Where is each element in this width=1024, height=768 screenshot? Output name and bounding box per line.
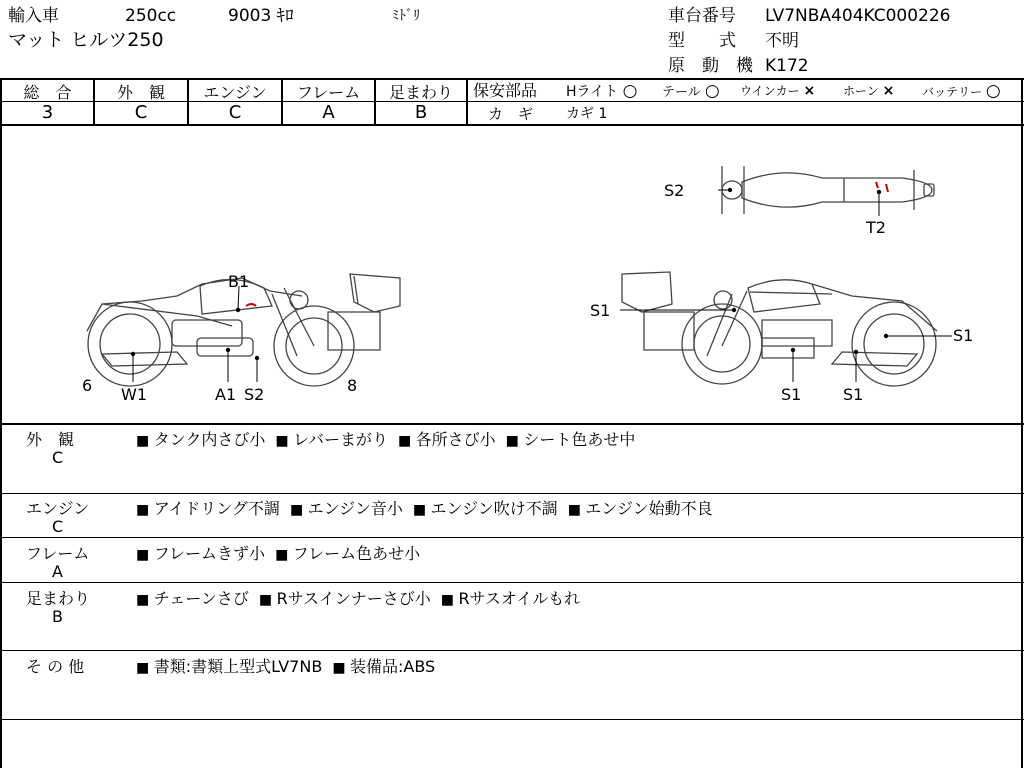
key-value: カギ 1	[566, 106, 608, 122]
safety-horn: ホーン ×	[843, 83, 895, 99]
divider	[0, 650, 1024, 651]
diagram-label-w1: W1	[121, 385, 147, 404]
vehicle-type: 輸入車	[8, 6, 59, 26]
motorcycle-damage-diagram	[2, 126, 1021, 422]
engine-label: 原 動 機	[668, 56, 753, 76]
grade-engine-label: エンジン	[203, 83, 267, 102]
grade-frame-label: フレーム	[296, 83, 361, 102]
grade-total-label: 総 合	[23, 83, 72, 102]
diagram-label-s2: S2	[244, 385, 265, 404]
section-grade: B	[52, 607, 63, 626]
model-name: マット ヒルツ250	[8, 29, 164, 51]
diagram-label-6: 6	[82, 376, 93, 395]
defect-list	[136, 586, 580, 609]
damage-mark	[886, 184, 888, 192]
tail-status: ○	[704, 81, 720, 101]
defect-list	[136, 496, 713, 519]
defect-item: ■ タンク内さび小	[136, 427, 265, 450]
grade-exterior-label: 外 観	[116, 83, 165, 102]
defect-item: ■ シート色あせ中	[506, 427, 636, 450]
grade-frame: A	[322, 102, 335, 123]
model-type: 不明	[765, 31, 799, 51]
defect-list	[136, 541, 420, 564]
grade-suspension: B	[414, 102, 428, 123]
diagram-label-t2: T2	[866, 218, 886, 237]
defect-item: ■ 装備品:ABS	[332, 654, 435, 677]
defect-list	[136, 654, 435, 677]
model-type-label: 型 式	[668, 31, 736, 51]
defect-item: ■ エンジン吹け不調	[413, 496, 558, 519]
horn-status: ×	[882, 83, 895, 99]
divider	[0, 719, 1024, 720]
defect-item: ■ 書類:書類上型式LV7NB	[136, 654, 322, 677]
grade-exterior: C	[134, 102, 148, 123]
section-grade: A	[52, 562, 63, 581]
diagram-label-8: 8	[347, 376, 358, 395]
grade-suspension-label: 足まわり	[388, 83, 453, 102]
defect-item: ■ エンジン始動不良	[568, 496, 713, 519]
safety-headlight: Hライト ○	[566, 81, 638, 101]
key-label: カ ギ	[488, 105, 534, 123]
frame-no: LV7NBA404KC000226	[765, 6, 951, 26]
defect-item: ■ レバーまがり	[275, 427, 388, 450]
headlight-status: ○	[622, 81, 638, 101]
divider	[0, 493, 1024, 494]
section-grade: C	[52, 517, 64, 536]
defect-item: ■ 各所さび小	[398, 427, 496, 450]
grade-engine: C	[228, 102, 242, 123]
diagram-label-s1: S1	[590, 301, 611, 320]
section-label: 足まわり	[26, 589, 91, 608]
damage-mark	[246, 304, 256, 306]
color: ﾐﾄﾞﾘ	[392, 8, 420, 24]
section-label: そ の 他	[26, 657, 85, 676]
displacement: 250cc	[125, 6, 177, 26]
mileage: 9003 ｷﾛ	[228, 6, 294, 26]
defect-item: ■ チェーンさび	[136, 586, 249, 609]
divider	[0, 582, 1024, 583]
diagram-label-s1: S1	[953, 326, 974, 345]
diagram-label-s1: S1	[781, 385, 802, 404]
damage-mark	[876, 182, 878, 188]
defect-item: ■ フレーム色あせ小	[275, 541, 420, 564]
defect-item: ■ アイドリング不調	[136, 496, 280, 519]
section-label: フレーム	[26, 544, 90, 563]
motorcycle-right-view	[622, 272, 937, 386]
safety-tail: テール ○	[662, 81, 720, 101]
section-grade: C	[52, 448, 64, 467]
divider	[0, 423, 1024, 425]
defect-item: ■ フレームきず小	[136, 541, 265, 564]
battery-status: ○	[985, 81, 1001, 101]
section-label: エンジン	[26, 499, 90, 518]
divider	[0, 537, 1024, 538]
winker-status: ×	[803, 83, 816, 99]
diagram-label-a1: A1	[215, 385, 237, 404]
diagram-label-s2: S2	[664, 181, 685, 200]
defect-item: ■ Rサスインナーさび小	[259, 586, 431, 609]
defect-item: ■ エンジン音小	[290, 496, 403, 519]
motorcycle-top-view	[722, 166, 934, 214]
frame-no-label: 車台番号	[668, 6, 736, 26]
defect-item: ■ Rサスオイルもれ	[441, 586, 580, 609]
engine-code: K172	[765, 56, 809, 76]
diagram-label-s1: S1	[843, 385, 864, 404]
safety-winker: ウインカー ×	[740, 83, 816, 99]
defect-list	[136, 427, 635, 450]
safety-battery: バッテリー ○	[922, 81, 1001, 101]
section-label: 外 観	[26, 430, 75, 449]
diagram-label-b1: B1	[228, 272, 250, 291]
safety-label: 保安部品	[473, 81, 538, 100]
grade-total: 3	[41, 102, 54, 123]
